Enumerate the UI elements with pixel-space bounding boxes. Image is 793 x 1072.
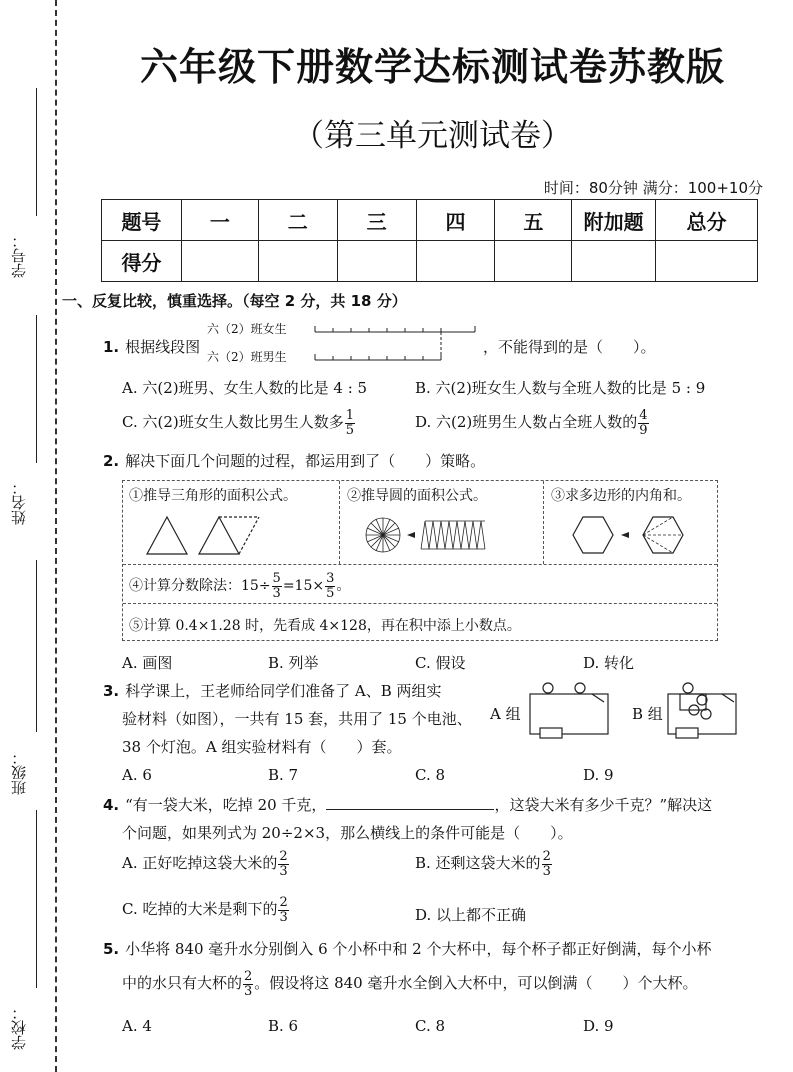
score-table bbox=[101, 199, 758, 282]
score-input-cell[interactable] bbox=[258, 241, 337, 282]
q2-box-3: ③求多边形的内角和。 bbox=[551, 488, 691, 504]
class-label: 班级： bbox=[10, 750, 28, 795]
section-heading: 一、反复比较，慎重选择。（每空 2 分，共 18 分） bbox=[62, 292, 407, 310]
q3-option-d[interactable]: D. 9 bbox=[583, 766, 614, 784]
q2-option-a[interactable]: A. 画图 bbox=[122, 654, 173, 672]
fraction-numerator: 2 bbox=[279, 895, 288, 910]
q1-tail: ，不能得到的是（ ）。 bbox=[483, 338, 656, 356]
q5-line-2 bbox=[122, 970, 697, 998]
q3-line-2: 验材料（如图），一共有 15 套，共用了 15 个电池、 bbox=[122, 710, 472, 728]
fraction bbox=[278, 896, 288, 924]
q3-line-3: 38 个灯泡。A 组实验材料有（ ）套。 bbox=[122, 738, 402, 756]
q4-option-a-text: A. 正好吃掉这袋大米的 bbox=[122, 854, 278, 873]
q1-option-c[interactable] bbox=[122, 409, 356, 437]
fraction-numerator: 2 bbox=[542, 849, 551, 864]
score-table-score-row bbox=[102, 241, 758, 282]
q5-text: 。假设将这 840 毫升水全倒入大杯中，可以倒满（ ）个大杯。 bbox=[254, 974, 698, 993]
q1-segment-diagram bbox=[313, 318, 483, 368]
q4-text: ，这袋大米有多少千克？”解决这 bbox=[494, 796, 713, 814]
fraction-numerator: 4 bbox=[639, 408, 648, 423]
student-id-line bbox=[36, 88, 37, 216]
score-input-cell[interactable] bbox=[495, 241, 572, 282]
name-label: 姓名： bbox=[10, 480, 28, 525]
q2-box-4 bbox=[129, 572, 350, 600]
score-row-label: 得分 bbox=[102, 241, 182, 282]
q1-girls-label: 六（2）班女生 bbox=[207, 322, 287, 336]
box-divider bbox=[123, 564, 717, 565]
fraction-denominator: 3 bbox=[244, 983, 253, 999]
fraction-numerator: 2 bbox=[244, 969, 253, 984]
score-cell: 五 bbox=[495, 200, 572, 241]
q4-line-2: 个问题，如果列式为 20÷2×3，那么横线上的条件可能是（ ）。 bbox=[122, 824, 573, 842]
fraction-denominator: 3 bbox=[279, 909, 288, 925]
score-input-cell[interactable] bbox=[416, 241, 495, 282]
fraction bbox=[638, 409, 648, 437]
score-cell: 题号 bbox=[102, 200, 182, 241]
score-input-cell[interactable] bbox=[337, 241, 416, 282]
q3-line-1 bbox=[103, 682, 442, 700]
fraction-numerator: 5 bbox=[272, 571, 281, 586]
q4-option-c-text: C. 吃掉的大米是剩下的 bbox=[122, 900, 278, 919]
q3-text: 科学课上，王老师给同学们准备了 A、B 两组实 bbox=[125, 682, 442, 700]
arrow-icon bbox=[407, 532, 415, 538]
arrow-icon bbox=[621, 532, 629, 538]
q1-option-c-text: C. 六(2)班女生人数比男生人数多 bbox=[122, 413, 344, 432]
fraction-numerator: 1 bbox=[345, 408, 355, 423]
fraction bbox=[272, 572, 282, 600]
q2-stem bbox=[103, 452, 485, 470]
q5-option-a[interactable]: A. 4 bbox=[122, 1017, 152, 1035]
q2-box-1: ①推导三角形的面积公式。 bbox=[129, 488, 297, 504]
q5-option-d[interactable]: D. 9 bbox=[583, 1017, 614, 1035]
q2-box-4-text: 。 bbox=[336, 578, 351, 595]
fraction-numerator: 2 bbox=[279, 849, 288, 864]
circle-transform-figure bbox=[363, 515, 493, 555]
fraction bbox=[243, 970, 253, 998]
triangle-transform-figure bbox=[143, 509, 273, 559]
score-cell: 二 bbox=[258, 200, 337, 241]
hexagon-figure bbox=[563, 513, 703, 558]
q2-option-c[interactable]: C. 假设 bbox=[415, 654, 466, 672]
q4-option-b-text: B. 还剩这袋大米的 bbox=[415, 854, 541, 873]
q3-group-a-label: A 组 bbox=[490, 705, 521, 723]
q5-option-b[interactable]: B. 6 bbox=[268, 1017, 299, 1035]
fraction-denominator: 3 bbox=[279, 863, 288, 879]
fraction bbox=[278, 850, 288, 878]
q3-option-b[interactable]: B. 7 bbox=[268, 766, 299, 784]
q5-option-c[interactable]: C. 8 bbox=[415, 1017, 446, 1035]
score-input-cell[interactable] bbox=[181, 241, 258, 282]
fraction-denominator: 9 bbox=[639, 422, 648, 438]
fraction-numerator: 3 bbox=[326, 571, 335, 586]
q2-box-5: ⑤计算 0.4×1.28 时，先看成 4×128，再在积中添上小数点。 bbox=[129, 618, 521, 634]
box-divider bbox=[123, 603, 717, 604]
box-divider bbox=[543, 481, 544, 564]
page-subtitle: （第三单元测试卷） bbox=[293, 118, 572, 154]
box-divider bbox=[339, 481, 340, 564]
q1-number: 1. bbox=[103, 338, 120, 356]
q4-option-d[interactable]: D. 以上都不正确 bbox=[415, 906, 527, 924]
q4-option-c[interactable] bbox=[122, 896, 290, 924]
q3-option-c[interactable]: C. 8 bbox=[415, 766, 446, 784]
binding-dashed-line bbox=[55, 0, 57, 1072]
score-cell: 总分 bbox=[656, 200, 758, 241]
q4-option-a[interactable] bbox=[122, 850, 290, 878]
fraction-denominator: 3 bbox=[542, 863, 551, 879]
q5-line-1 bbox=[103, 940, 711, 958]
q3-circuit-b bbox=[662, 680, 742, 740]
student-id-label: 学号： bbox=[10, 233, 28, 278]
class-line bbox=[36, 560, 37, 732]
q4-text: “有一袋大米，吃掉 20 千克， bbox=[125, 796, 327, 814]
q2-option-b[interactable]: B. 列举 bbox=[268, 654, 319, 672]
fraction bbox=[345, 409, 355, 437]
score-cell: 四 bbox=[416, 200, 495, 241]
q2-strategy-box bbox=[122, 480, 718, 641]
q2-option-d[interactable]: D. 转化 bbox=[583, 654, 635, 672]
q3-number: 3. bbox=[103, 682, 120, 700]
q2-text: 解决下面几个问题的过程，都运用到了（ ）策略。 bbox=[125, 452, 486, 470]
q2-box-2: ②推导圆的面积公式。 bbox=[347, 488, 487, 504]
q4-line-1 bbox=[103, 796, 712, 814]
score-cell: 一 bbox=[181, 200, 258, 241]
fraction-denominator: 5 bbox=[326, 585, 335, 601]
score-table-header-row bbox=[102, 200, 758, 241]
q2-box-4-text: ④计算分数除法：15÷ bbox=[129, 578, 271, 595]
q3-circuit-a bbox=[524, 680, 614, 740]
q3-option-a[interactable]: A. 6 bbox=[122, 766, 152, 784]
q1-boys-label: 六（2）班男生 bbox=[207, 350, 287, 364]
score-cell: 三 bbox=[337, 200, 416, 241]
q5-number: 5. bbox=[103, 940, 120, 958]
q2-number: 2. bbox=[103, 452, 120, 470]
q1-text: 根据线段图 bbox=[125, 338, 201, 356]
fraction bbox=[325, 572, 335, 600]
q1-option-b[interactable]: B. 六(2)班女生人数与全班人数的比是 5 : 9 bbox=[415, 379, 706, 397]
score-cell: 附加题 bbox=[572, 200, 656, 241]
school-line bbox=[36, 810, 37, 988]
q4-number: 4. bbox=[103, 796, 120, 814]
q4-option-b[interactable] bbox=[415, 850, 553, 878]
q1-option-d-text: D. 六(2)班男生人数占全班人数的 bbox=[415, 413, 638, 432]
q5-text: 中的水只有大杯的 bbox=[122, 974, 243, 993]
fraction bbox=[542, 850, 552, 878]
q1-stem bbox=[103, 338, 200, 356]
score-input-cell[interactable] bbox=[656, 241, 758, 282]
score-input-cell[interactable] bbox=[572, 241, 656, 282]
fraction-denominator: 5 bbox=[345, 422, 355, 438]
fraction-denominator: 3 bbox=[272, 585, 281, 601]
page-title: 六年级下册数学达标测试卷苏教版 bbox=[139, 44, 725, 89]
q5-text: 小华将 840 毫升水分别倒入 6 个小杯中和 2 个大杯中，每个杯子都正好倒满，每个小杯 bbox=[125, 940, 712, 958]
name-line bbox=[36, 315, 37, 463]
q1-option-d[interactable] bbox=[415, 409, 650, 437]
q2-box-4-text: =15× bbox=[282, 578, 325, 595]
q4-blank-line[interactable] bbox=[326, 796, 494, 810]
time-info: 时间：80分钟 满分：100+10分 bbox=[543, 179, 763, 197]
school-label: 学校： bbox=[10, 1005, 28, 1050]
q3-group-b-label: B 组 bbox=[632, 705, 663, 723]
q1-option-a[interactable]: A. 六(2)班男、女生人数的比是 4 : 5 bbox=[122, 379, 368, 397]
